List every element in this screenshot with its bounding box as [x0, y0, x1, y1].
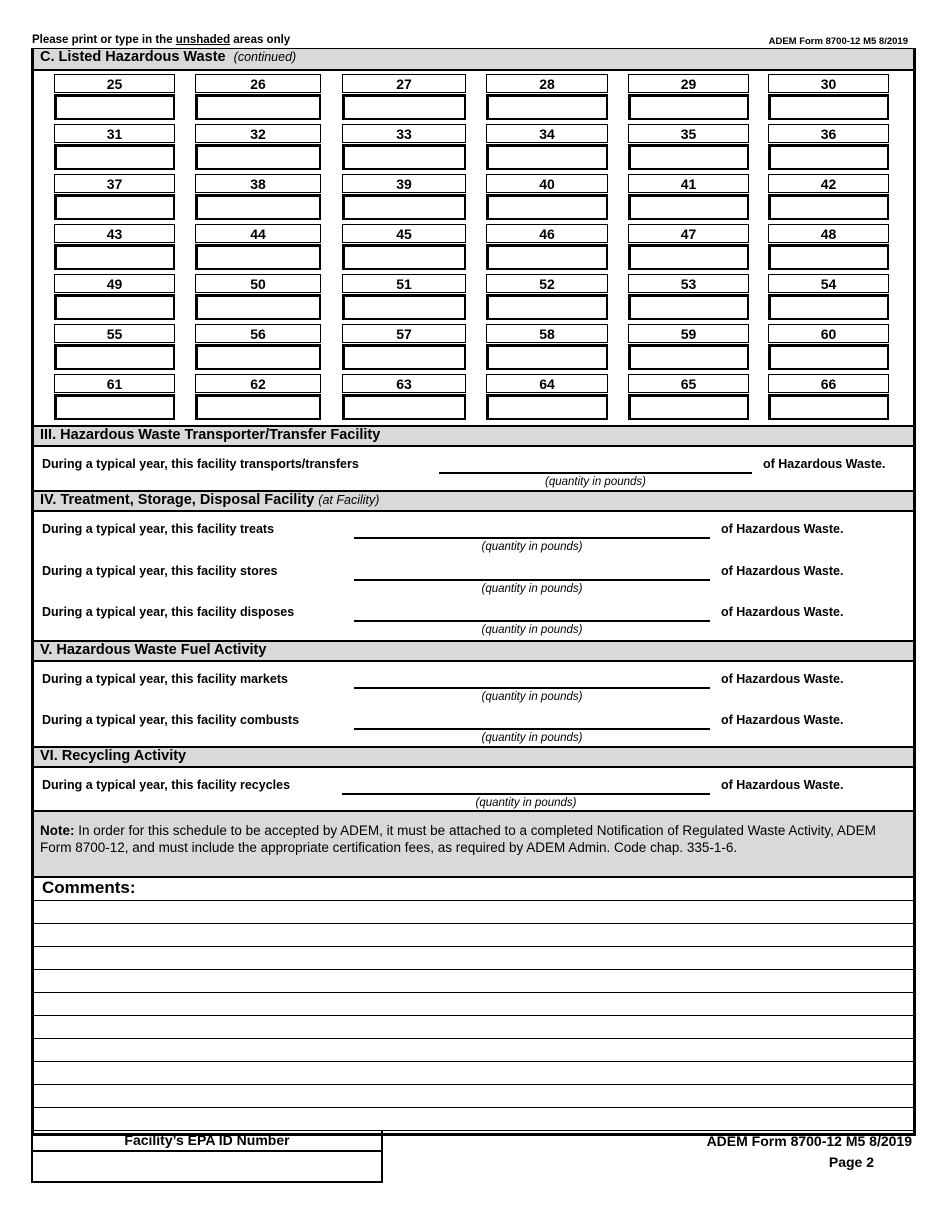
quantity-caption: (quantity in pounds) — [481, 583, 583, 595]
waste-code-label: 44 — [195, 224, 321, 243]
quantity-caption: (quantity in pounds) — [475, 797, 577, 809]
waste-code-label: 37 — [54, 174, 175, 193]
quantity-row-label: During a typical year, this facility markets — [42, 672, 288, 686]
waste-code-input[interactable] — [628, 144, 749, 170]
waste-code-label: 47 — [628, 224, 749, 243]
waste-code-input[interactable] — [628, 244, 749, 270]
waste-code-label: 54 — [768, 274, 889, 293]
waste-code-input[interactable] — [342, 294, 466, 320]
of-hazardous-waste: of Hazardous Waste. — [721, 778, 844, 792]
waste-code-label: 41 — [628, 174, 749, 193]
waste-code-label: 38 — [195, 174, 321, 193]
waste-code-input[interactable] — [486, 244, 608, 270]
waste-code-label: 31 — [54, 124, 175, 143]
waste-code-input[interactable] — [342, 344, 466, 370]
waste-code-input[interactable] — [768, 94, 889, 120]
waste-code-label: 45 — [342, 224, 466, 243]
of-hazardous-waste: of Hazardous Waste. — [721, 522, 844, 536]
waste-code-label: 59 — [628, 324, 749, 343]
section-iv-header: IV. Treatment, Storage, Disposal Facility (at Facility) — [34, 490, 913, 512]
waste-code-input[interactable] — [54, 294, 175, 320]
waste-code-input[interactable] — [54, 344, 175, 370]
quantity-input[interactable] — [354, 558, 710, 580]
quantity-input[interactable] — [354, 666, 710, 688]
waste-code-label: 58 — [486, 324, 608, 343]
waste-code-input[interactable] — [342, 194, 466, 220]
of-hazardous-waste: of Hazardous Waste. — [763, 457, 886, 471]
waste-code-label: 64 — [486, 374, 608, 393]
section-iii-header: III. Hazardous Waste Transporter/Transfer Facility — [34, 425, 913, 447]
waste-code-input[interactable] — [342, 144, 466, 170]
waste-code-label: 30 — [768, 74, 889, 93]
epa-id-input[interactable] — [33, 1152, 381, 1181]
waste-code-input[interactable] — [486, 294, 608, 320]
quantity-line — [354, 687, 710, 689]
quantity-input[interactable] — [354, 516, 710, 538]
waste-code-input[interactable] — [486, 94, 608, 120]
comment-line — [34, 1084, 913, 1085]
of-hazardous-waste: of Hazardous Waste. — [721, 564, 844, 578]
quantity-caption: (quantity in pounds) — [481, 541, 583, 553]
form-id-header: ADEM Form 8700-12 M5 8/2019 — [768, 36, 908, 47]
waste-code-label: 33 — [342, 124, 466, 143]
waste-code-input[interactable] — [195, 394, 321, 420]
waste-code-label: 27 — [342, 74, 466, 93]
section-vi-header: VI. Recycling Activity — [34, 746, 913, 768]
quantity-row-label: During a typical year, this facility treats — [42, 522, 275, 536]
quantity-input[interactable] — [342, 772, 710, 794]
of-hazardous-waste: of Hazardous Waste. — [721, 672, 844, 686]
comment-line — [34, 1061, 913, 1062]
of-hazardous-waste: of Hazardous Waste. — [721, 605, 844, 619]
quantity-caption: (quantity in pounds) — [481, 691, 583, 703]
waste-code-label: 56 — [195, 324, 321, 343]
waste-code-input[interactable] — [486, 144, 608, 170]
waste-code-label: 55 — [54, 324, 175, 343]
waste-code-input[interactable] — [486, 194, 608, 220]
quantity-line — [354, 728, 710, 730]
quantity-row-label: During a typical year, this facility stores — [42, 564, 278, 578]
comment-line — [34, 1015, 913, 1016]
waste-code-input[interactable] — [54, 194, 175, 220]
quantity-row-label: During a typical year, this facility disposes — [42, 605, 295, 619]
epa-id-box — [31, 1130, 383, 1183]
epa-id-label: Facility’s EPA ID Number — [33, 1130, 381, 1152]
quantity-row-label: During a typical year, this facility combusts — [42, 713, 300, 727]
comment-line — [34, 923, 913, 924]
quantity-line — [354, 537, 710, 539]
waste-code-label: 32 — [195, 124, 321, 143]
quantity-caption: (quantity in pounds) — [481, 732, 583, 744]
waste-code-label: 46 — [486, 224, 608, 243]
comments-label: Comments: — [34, 876, 913, 901]
waste-code-label: 29 — [628, 74, 749, 93]
waste-code-input[interactable] — [54, 394, 175, 420]
waste-code-input[interactable] — [195, 244, 321, 270]
waste-code-input[interactable] — [54, 94, 175, 120]
comment-line — [34, 1107, 913, 1108]
waste-code-input[interactable] — [54, 144, 175, 170]
comment-line — [34, 992, 913, 993]
waste-code-label: 66 — [768, 374, 889, 393]
waste-code-input[interactable] — [768, 144, 889, 170]
waste-code-label: 51 — [342, 274, 466, 293]
waste-code-label: 62 — [195, 374, 321, 393]
waste-code-input[interactable] — [195, 294, 321, 320]
waste-code-label: 52 — [486, 274, 608, 293]
waste-code-label: 35 — [628, 124, 749, 143]
note: Note: In order for this schedule to be accepted by ADEM, it must be attached to a completed Notification of Regulated Waste Activity, ADEM Form 8700-12, and must include the appropriate certification fees, as required by ADEM Admin. Code chap. 335-1-6. — [34, 810, 913, 876]
waste-code-input[interactable] — [768, 194, 889, 220]
waste-code-label: 36 — [768, 124, 889, 143]
waste-code-input[interactable] — [195, 344, 321, 370]
of-hazardous-waste: of Hazardous Waste. — [721, 713, 844, 727]
waste-code-input[interactable] — [628, 194, 749, 220]
waste-code-label: 34 — [486, 124, 608, 143]
waste-code-input[interactable] — [195, 144, 321, 170]
quantity-line — [354, 579, 710, 581]
quantity-input[interactable] — [354, 707, 710, 729]
waste-code-input[interactable] — [342, 94, 466, 120]
waste-code-label: 40 — [486, 174, 608, 193]
comment-line — [34, 1038, 913, 1039]
waste-code-label: 42 — [768, 174, 889, 193]
waste-code-input[interactable] — [54, 244, 175, 270]
waste-code-input[interactable] — [768, 344, 889, 370]
waste-code-label: 39 — [342, 174, 466, 193]
waste-code-label: 50 — [195, 274, 321, 293]
waste-code-label: 25 — [54, 74, 175, 93]
waste-code-input[interactable] — [195, 94, 321, 120]
quantity-line — [439, 472, 752, 474]
quantity-input[interactable] — [354, 599, 710, 621]
waste-code-input[interactable] — [628, 94, 749, 120]
waste-code-input[interactable] — [195, 194, 321, 220]
waste-code-input[interactable] — [342, 394, 466, 420]
instruction-text: Please print or type in the unshaded areas only — [32, 34, 291, 46]
comment-line — [34, 969, 913, 970]
waste-code-label: 49 — [54, 274, 175, 293]
waste-code-label: 63 — [342, 374, 466, 393]
section-c-header: C. Listed Hazardous Waste (continued) — [34, 49, 913, 71]
quantity-caption: (quantity in pounds) — [544, 476, 646, 488]
waste-code-input[interactable] — [486, 394, 608, 420]
waste-code-label: 61 — [54, 374, 175, 393]
form-body — [31, 48, 916, 1136]
waste-code-label: 48 — [768, 224, 889, 243]
waste-code-label: 65 — [628, 374, 749, 393]
quantity-input[interactable] — [439, 451, 752, 473]
quantity-line — [354, 620, 710, 622]
waste-code-label: 26 — [195, 74, 321, 93]
waste-code-input[interactable] — [628, 344, 749, 370]
page-number: Page 2 — [828, 1154, 874, 1170]
waste-code-label: 60 — [768, 324, 889, 343]
footer-form-id: ADEM Form 8700-12 M5 8/2019 — [706, 1133, 912, 1149]
quantity-row-label: During a typical year, this facility transports/transfers — [42, 457, 359, 471]
waste-code-input[interactable] — [628, 294, 749, 320]
waste-code-label: 57 — [342, 324, 466, 343]
waste-code-input[interactable] — [768, 394, 889, 420]
waste-code-input[interactable] — [628, 394, 749, 420]
waste-code-input[interactable] — [768, 244, 889, 270]
waste-code-label: 28 — [486, 74, 608, 93]
quantity-line — [342, 793, 710, 795]
waste-code-input[interactable] — [486, 344, 608, 370]
waste-code-label: 43 — [54, 224, 175, 243]
section-v-header: V. Hazardous Waste Fuel Activity — [34, 640, 913, 662]
waste-code-input[interactable] — [342, 244, 466, 270]
comment-line — [34, 946, 913, 947]
waste-code-label: 53 — [628, 274, 749, 293]
quantity-caption: (quantity in pounds) — [481, 624, 583, 636]
waste-code-input[interactable] — [768, 294, 889, 320]
quantity-row-label: During a typical year, this facility recycles — [42, 778, 291, 792]
